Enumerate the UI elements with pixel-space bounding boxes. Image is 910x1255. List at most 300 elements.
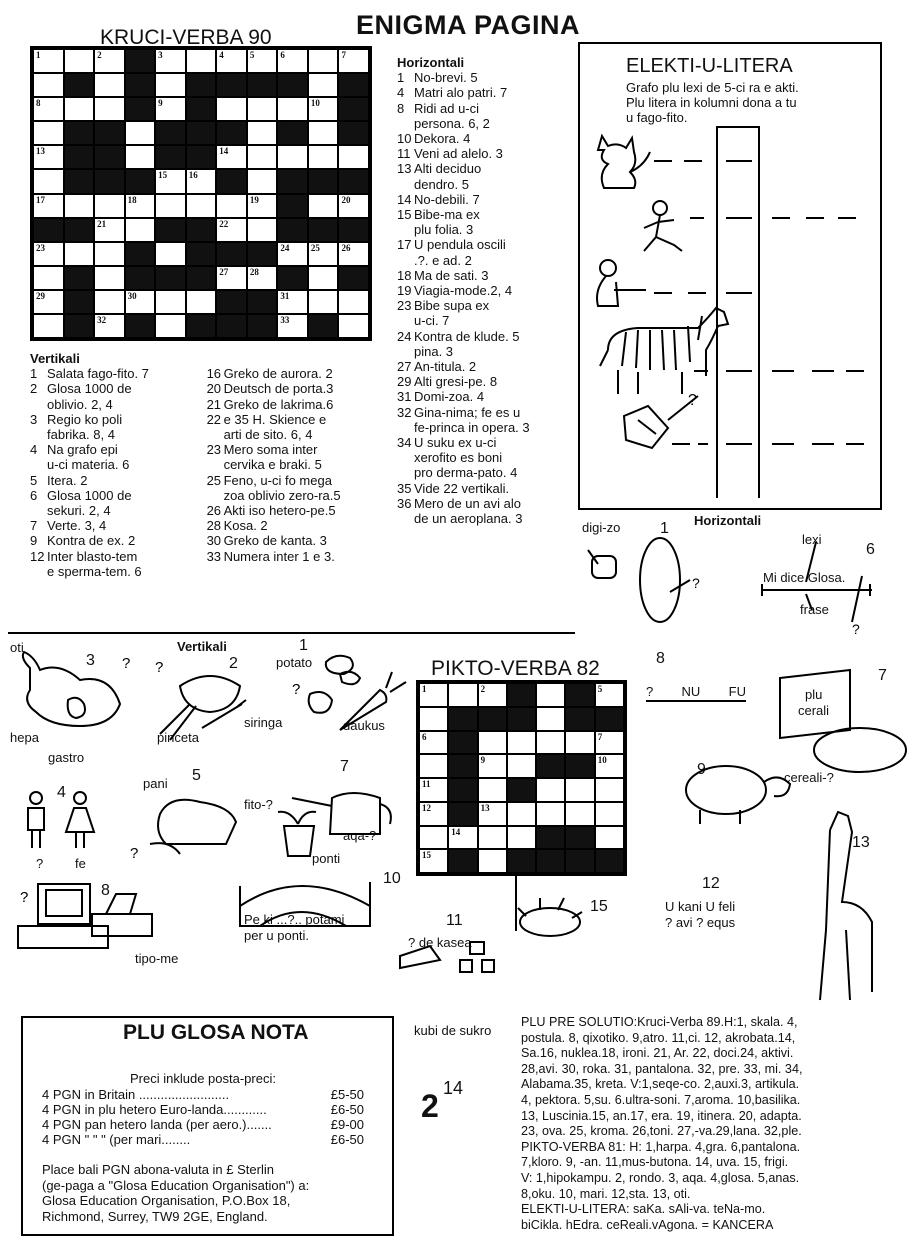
clue-text: pro derma-pato. 4 [414, 465, 518, 481]
dash [726, 160, 752, 162]
crossword-cell[interactable] [94, 290, 125, 314]
black-square [338, 121, 369, 145]
crossword-cell[interactable] [155, 242, 186, 266]
clue-number: 11 [422, 779, 431, 789]
syringe-icon [202, 700, 246, 728]
svg-text:?: ? [692, 575, 700, 591]
clue-number: 7 [597, 731, 603, 742]
num-8-left: 8 [101, 882, 110, 899]
crossword-cell[interactable] [277, 290, 308, 314]
ponti-label: ponti [312, 851, 341, 866]
man-icon [30, 792, 42, 804]
clue-text: Matri alo patri. 7 [414, 85, 508, 101]
crossword-cell[interactable] [33, 97, 64, 121]
clue-number: 8 [568, 755, 573, 766]
black-square [338, 266, 369, 290]
clue-line [397, 481, 577, 496]
clue-text: persona. 6, 2 [414, 115, 490, 131]
clue-line [30, 473, 199, 488]
fito-label: fito-? [244, 797, 273, 812]
clue-text: e 35 H. Skience e [223, 411, 327, 427]
dash [846, 443, 864, 445]
clue-text: U suku ex u-ci [414, 435, 497, 451]
clue-number: 1 [422, 684, 427, 694]
crossword-cell[interactable] [33, 121, 64, 145]
crossword-cell[interactable] [125, 290, 156, 314]
horizontali-picto-heading: Horizontali [694, 513, 762, 528]
clue-number: 5 [249, 50, 255, 60]
dash [726, 217, 752, 219]
clue-num: 28 [206, 518, 222, 534]
crossword-cell[interactable] [94, 49, 125, 73]
clue-line [397, 268, 577, 283]
crossword-cell[interactable] [338, 314, 369, 338]
clue-line [397, 222, 577, 237]
dash [698, 443, 708, 445]
crossword-cell[interactable] [216, 266, 247, 290]
dash [694, 370, 708, 372]
clue-text: fabrika. 8, 4 [47, 427, 115, 443]
picto-row-2-drawings [10, 780, 420, 860]
black-square [94, 169, 125, 193]
mi-dice-glosa: Mi dice Glosa. [763, 570, 846, 585]
crossword-cell[interactable] [94, 218, 125, 242]
clue-text: Glosa 1000 de [47, 381, 132, 397]
solution-line: biCikla. hEdra. ceReali.vAgona. = KANCERA [521, 1217, 774, 1232]
num-9: 9 [697, 761, 706, 778]
clue-num: 36 [397, 495, 412, 511]
crossword-cell[interactable] [94, 194, 125, 218]
crossword-cell[interactable] [94, 97, 125, 121]
page-title: ENIGMA PAGINA [356, 10, 581, 40]
price-row [42, 1102, 364, 1117]
clue-num: 1 [30, 366, 38, 382]
glosa-nota-title: PLU GLOSA NOTA [123, 1021, 309, 1044]
solution-line: ELEKTI-U-LITERA: saKa. sAli-va. teNa-mo. [521, 1202, 766, 1217]
address-line: Glosa Education Organisation, P.O.Box 18, [42, 1193, 291, 1208]
crossword-cell[interactable] [308, 49, 339, 73]
clue-text: Regio ko poli [47, 411, 123, 427]
price-row [42, 1132, 364, 1147]
solution-line: Sa.16, nuklea.18, ironi. 21, Ar. 22, doci.24, aktivi. [521, 1046, 794, 1061]
clue-num: 1 [397, 70, 405, 86]
clue-number: 14 [451, 826, 461, 837]
clue-text: Bibe-ma ex [414, 207, 480, 223]
black-square [338, 97, 369, 121]
oti-label: oti [10, 640, 24, 655]
clue-number: 1 [36, 50, 41, 60]
black-square [216, 314, 247, 338]
crossword-cell[interactable] [216, 49, 247, 73]
crossword-cell[interactable] [247, 194, 278, 218]
clue-number: 12 [280, 122, 290, 133]
clue-number: 2 [97, 50, 102, 60]
clue-text: Itera. 2 [47, 472, 88, 488]
elekti-instructions [626, 80, 799, 125]
clue-text: U pendula oscili [414, 237, 506, 253]
crossword-cell[interactable] [155, 194, 186, 218]
crossword-cell[interactable] [33, 314, 64, 338]
clue-num: 26 [206, 503, 222, 519]
clue-num: 25 [206, 472, 222, 488]
giraffe-icon [820, 812, 872, 1000]
clue-line [397, 131, 577, 146]
clue-num: 14 [397, 191, 412, 207]
black-square [247, 314, 278, 338]
crossword-cell[interactable] [277, 314, 308, 338]
crossword-cell[interactable] [247, 97, 278, 121]
clue-text: pina. 3 [414, 343, 454, 359]
potami-line-1: Pe ki ...?.. potami [244, 912, 345, 927]
clue-num: 21 [206, 396, 222, 412]
crossword-cell[interactable] [33, 169, 64, 193]
clue-num: 33 [206, 548, 222, 564]
crossword-cell[interactable] [308, 242, 339, 266]
black-square [216, 121, 247, 145]
crossword-cell[interactable] [338, 242, 369, 266]
bowl-icon [160, 676, 240, 740]
clue-number: 8 [36, 98, 41, 109]
crossword-cell[interactable] [247, 121, 278, 145]
dash [838, 217, 856, 219]
svg-text:?: ? [122, 655, 131, 672]
clue-line [30, 564, 199, 579]
num-7-right: 7 [878, 667, 887, 684]
clue-text: Inter blasto-tem [47, 548, 138, 564]
crossword-cell[interactable] [338, 290, 369, 314]
crossword-cell[interactable] [125, 145, 156, 169]
section-divider [8, 632, 575, 634]
picto-right-drawings [400, 660, 900, 1030]
crossword-cell[interactable] [247, 266, 278, 290]
clue-number: 33 [280, 314, 290, 325]
clue-line [397, 253, 577, 268]
black-square [33, 218, 64, 242]
black-square [277, 73, 308, 97]
clue-text: Mero soma inter [223, 442, 318, 458]
clue-line [397, 496, 577, 511]
black-square [247, 290, 278, 314]
price-desc: 4 PGN " " " (per mari........ [42, 1132, 191, 1147]
rabbit-icon [23, 652, 120, 726]
clue-line [397, 511, 577, 526]
clue-line [397, 389, 577, 404]
clue-number: 6 [280, 50, 285, 60]
clue-text: Glosa 1000 de [47, 487, 132, 503]
cereali-question: cereali-? [784, 770, 834, 785]
svg-text:?: ? [130, 845, 139, 862]
black-square [186, 121, 217, 145]
clue-number: 5 [597, 684, 603, 694]
crossword-cell[interactable] [64, 242, 95, 266]
crossword-cell[interactable] [155, 290, 186, 314]
clue-number: 13 [480, 802, 490, 813]
crossword-cell[interactable] [216, 194, 247, 218]
person-icon [600, 260, 616, 276]
crossword-cell[interactable] [338, 145, 369, 169]
dash [812, 443, 834, 445]
clue-line [397, 161, 577, 176]
crossword-cell[interactable] [94, 314, 125, 338]
crossword-cell[interactable] [277, 49, 308, 73]
clue-num: 9 [30, 533, 38, 549]
crossword-cell[interactable] [186, 169, 217, 193]
pani-label: pani [143, 776, 168, 791]
clue-text: Vide 22 vertikali. [414, 480, 510, 496]
black-square [155, 121, 186, 145]
crossword-cell[interactable] [33, 194, 64, 218]
crossword-cell[interactable] [277, 145, 308, 169]
clue-number: 32 [97, 314, 107, 325]
crossword-cell[interactable] [216, 97, 247, 121]
crossword-cell[interactable] [33, 242, 64, 266]
crossword-cell[interactable] [125, 218, 156, 242]
num-5: 5 [192, 767, 201, 784]
crossword-cell[interactable] [308, 145, 339, 169]
clue-number: 15 [422, 850, 431, 861]
clue-line [30, 488, 199, 503]
clue-line [397, 313, 577, 328]
hedgehog-icon [520, 908, 580, 936]
power-base: 2 [421, 1088, 439, 1124]
crossword-cell[interactable] [155, 314, 186, 338]
crossword-cell[interactable] [186, 290, 217, 314]
cheese-icon [400, 946, 440, 968]
black-square [94, 121, 125, 145]
clue-line [397, 177, 577, 192]
clue-num: 17 [397, 237, 412, 253]
crossword-cell[interactable] [33, 266, 64, 290]
clue-number: 9 [158, 98, 163, 109]
dash [688, 292, 706, 294]
black-square [216, 290, 247, 314]
crossword-cell[interactable] [186, 194, 217, 218]
crossword-cell[interactable] [308, 266, 339, 290]
clue-text: de un aeroplana. 3 [414, 511, 523, 527]
solution-line: V: 1,hipokampu. 2, rondo. 3, aqa. 4,glosa. 5,anas. [521, 1170, 800, 1185]
solution-line: 4, pektora. 5,su. 6.ultra-soni. 7,aroma. 10,basilika. [521, 1092, 801, 1107]
crossword-cell[interactable] [247, 169, 278, 193]
crossword-cell[interactable] [277, 97, 308, 121]
bread-icon [150, 800, 236, 854]
black-square [247, 242, 278, 266]
clue-number: 31 [280, 290, 290, 301]
num-2: 2 [229, 655, 238, 672]
crossword-cell[interactable] [33, 290, 64, 314]
clue-number: 6 [422, 731, 427, 742]
clue-num: 5 [30, 472, 38, 488]
price-desc: 4 PGN in Britain ......................... [42, 1087, 230, 1102]
crossword-cell[interactable] [155, 97, 186, 121]
black-square [64, 266, 95, 290]
black-square [186, 242, 217, 266]
black-square [186, 266, 217, 290]
clue-text: No-debili. 7 [414, 191, 480, 207]
price-desc: 4 PGN pan hetero landa (per aero.)....... [42, 1117, 272, 1132]
clue-text: fe-princa in opera. 3 [414, 419, 530, 435]
crossword-cell[interactable] [216, 145, 247, 169]
crossword-cell[interactable] [186, 49, 217, 73]
num-8-right: 8 [656, 650, 665, 667]
clue-line [30, 442, 199, 457]
crossword-cell[interactable] [155, 169, 186, 193]
vertikali-clues [30, 351, 390, 579]
dash [772, 217, 790, 219]
crossword-cell[interactable] [247, 49, 278, 73]
clue-line [397, 329, 577, 344]
dash [806, 217, 824, 219]
crossword-cell[interactable] [247, 218, 278, 242]
crossword-cell[interactable] [308, 194, 339, 218]
dash [772, 370, 794, 372]
crossword-cell[interactable] [33, 49, 64, 73]
clue-text: No-brevi. 5 [414, 70, 478, 86]
clue-line [397, 344, 577, 359]
clue-line [30, 412, 199, 427]
clue-line [30, 457, 199, 472]
potato-label: potato [276, 655, 313, 670]
crossword-cell[interactable] [308, 121, 339, 145]
price-desc: 4 PGN in plu hetero Euro-landa............ [42, 1102, 267, 1117]
clue-line [30, 397, 199, 412]
avi-equs: ? avi ? equs [665, 915, 736, 930]
crossword-cell[interactable] [94, 266, 125, 290]
black-square [186, 97, 217, 121]
hepa-label: hepa [10, 730, 39, 745]
clue-num: 16 [206, 366, 222, 382]
bridge-icon [240, 882, 370, 926]
clue-num: 13 [397, 161, 412, 177]
crossword-cell[interactable] [247, 145, 278, 169]
crossword-cell[interactable] [155, 73, 186, 97]
num-13: 13 [852, 834, 870, 851]
cerali-label: cerali [798, 703, 830, 718]
clue-text: Deutsch de porta.3 [223, 381, 334, 397]
svg-text:?: ? [688, 392, 697, 409]
crossword-cell[interactable] [338, 194, 369, 218]
plant-icon [278, 812, 316, 856]
svg-text:?: ? [292, 681, 301, 698]
clue-number: 23 [36, 242, 45, 253]
crossword-cell[interactable] [33, 73, 64, 97]
clue-text: Greko de lakrima.6 [223, 396, 334, 412]
black-square [247, 73, 278, 97]
clue-text: xerofito es boni [414, 450, 503, 466]
clue-text: Greko de aurora. 2 [223, 366, 333, 382]
clue-number: 3 [509, 684, 515, 694]
clue-text: plu folia. 3 [414, 222, 474, 238]
black-square [277, 194, 308, 218]
clue-num: 6 [30, 487, 38, 503]
crossword-cell[interactable] [94, 73, 125, 97]
black-square [125, 49, 156, 73]
clue-line [207, 397, 390, 412]
nu-fu-q: ? [646, 684, 654, 699]
crossword-cell[interactable] [338, 49, 369, 73]
solution-line: 7,kloro. 9, -an. 11,mus-butona. 14, uva. 15, frigi. [521, 1155, 789, 1170]
kruci-verba-title: KRUCI-VERBA 90 [100, 26, 272, 49]
clue-number: 9 [480, 755, 486, 766]
clue-line [397, 101, 577, 116]
clue-line [30, 549, 199, 564]
num-4: 4 [57, 784, 66, 801]
crossword-cell[interactable] [64, 97, 95, 121]
black-square [155, 218, 186, 242]
clue-text: oblivio. 2, 4 [47, 396, 113, 412]
tipo-me-label: tipo-me [135, 951, 179, 966]
picto-row-1-drawings [10, 648, 430, 748]
black-square [216, 73, 247, 97]
black-square [338, 218, 369, 242]
black-square [277, 266, 308, 290]
clue-num: 11 [397, 146, 411, 162]
printer-icon [92, 894, 152, 936]
crossword-cell[interactable] [33, 145, 64, 169]
kubi-label: kubi de sukro [414, 1023, 492, 1038]
black-square [64, 169, 95, 193]
clue-number: 21 [97, 218, 107, 229]
black-square [125, 314, 156, 338]
cereal-box-icon [780, 670, 850, 738]
crossword-cell[interactable] [308, 73, 339, 97]
clue-num: 19 [397, 283, 412, 299]
elekti-title: ELEKTI-U-LITERA [626, 55, 793, 77]
bracelet-and-sentence [580, 530, 880, 640]
clue-line [397, 116, 577, 131]
dash [654, 292, 672, 294]
crossword-cell[interactable] [64, 49, 95, 73]
clue-number: 2 [480, 684, 486, 694]
black-square [308, 169, 339, 193]
clue-line [397, 207, 577, 222]
crossword-cell[interactable] [308, 97, 339, 121]
crossword-cell[interactable] [94, 242, 125, 266]
clue-line [207, 518, 390, 533]
black-square [155, 145, 186, 169]
crossword-cell[interactable] [125, 121, 156, 145]
black-square [155, 266, 186, 290]
clue-number: 30 [127, 290, 137, 301]
vertikali-picto-heading: Vertikali [177, 639, 227, 654]
dash [846, 370, 864, 372]
black-square [64, 73, 95, 97]
clue-line [397, 450, 577, 465]
crossword-cell[interactable] [64, 194, 95, 218]
clue-text: Ridi ad u-ci [414, 100, 480, 116]
clue-num: 31 [397, 389, 412, 405]
crossword-cell[interactable] [125, 194, 156, 218]
black-square [64, 145, 95, 169]
crossword-cell[interactable] [277, 242, 308, 266]
clue-line [30, 366, 199, 381]
black-square [338, 73, 369, 97]
black-square [125, 97, 156, 121]
clue-line [207, 442, 390, 457]
address-line: Richmond, Surrey, TW9 2GE, England. [42, 1208, 268, 1224]
clue-line [397, 298, 577, 313]
clue-text: Ma de sati. 3 [414, 267, 489, 283]
solution-line: 28,avi. 30, roka. 31, pantalona. 32, pre. 33, mi. 34, [521, 1061, 803, 1076]
crossword-cell[interactable] [308, 290, 339, 314]
black-square [277, 169, 308, 193]
clue-text: Kontra de ex. 2 [47, 533, 136, 549]
clue-line [397, 146, 577, 161]
crossword-cell[interactable] [216, 218, 247, 242]
address-line: (ge-paga a "Glosa Education Organisation") a: [42, 1177, 310, 1193]
num-6: 6 [866, 541, 875, 558]
clue-line [30, 381, 199, 396]
crossword-cell[interactable] [155, 49, 186, 73]
